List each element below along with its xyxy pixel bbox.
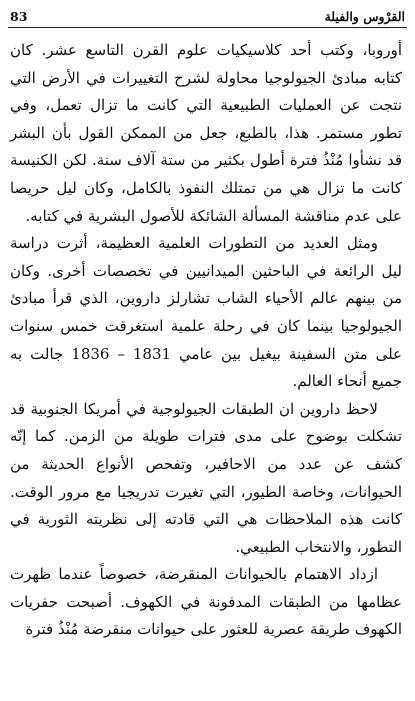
header-rule: [8, 27, 407, 28]
paragraph-1: أوروبا، وكتب أحد كلاسيكيات علوم القرن التاسع عشر. كان كتابه مبادئ الجيولوجيا محاولة لشرح التغييرات في الأرض التي نتجت عن العمليات الطبيعية التي كانت ما تزال تعمل، وفي تطور مستمر. هذا، بالطبع، جعل من الممكن القول بأن البشر قد نشأوا مُنْذُ فترة أطول بكثير من ستة آلاف سنة. لكن الكنيسة كانت ما تزال هي من تمتلك النفوذ بالكامل، وكان ليل حريصا على عدم مناقشة المسألة الشائكة للأصول البشرية في كتابه.: [10, 41, 402, 225]
paragraph-4: ازداد الاهتمام بالحيوانات المنقرضة، خصوصاً عندما ظهرت عظامها من الطبقات المدفونة في الكهوف. أصبحت حفريات الكهوف طريقة عصرية للعثور على حيوانات منقرضة مُنْذُ فترة: [10, 565, 402, 639]
paragraph-3: لاحظ داروين ان الطبقات الجيولوجية في أمريكا الجنوبية قد تشكلت بوضوح على مدى فترات طويلة من الزمن. كما إنّه كشف عن عدد من الاحافير، وتفحص الأنواع الحديثة من الحيوانات، وخاصة الطيور، التي تغيرت تدريجيا مع مرور الوقت. كانت هذه الملاحظات هي التي قادته إلى نظريته الثورية في التطور، والانتخاب الطبيعي.: [10, 399, 402, 556]
running-head-title: القرْوس والفيلة: [324, 8, 405, 24]
paragraph-2: ومثل العديد من التطورات العلمية العظيمة، أثرت دراسة ليل الرائعة في الباحثين الميدانيين في تخصصات أخرى. وكان من بينهم عالم الأحياء الشاب تشارلز داروين، الذي قرأ مبادئ الجيولوجيا بينما كان في رحلة علمية استغرقت خمس سنوات على متن السفينة بيغيل بين عامي 1831 – 1836 جالت به جميع أنحاء العالم.: [10, 234, 403, 391]
body-text: [10, 37, 402, 644]
running-head: [10, 5, 405, 27]
page-number: 83: [10, 8, 28, 24]
